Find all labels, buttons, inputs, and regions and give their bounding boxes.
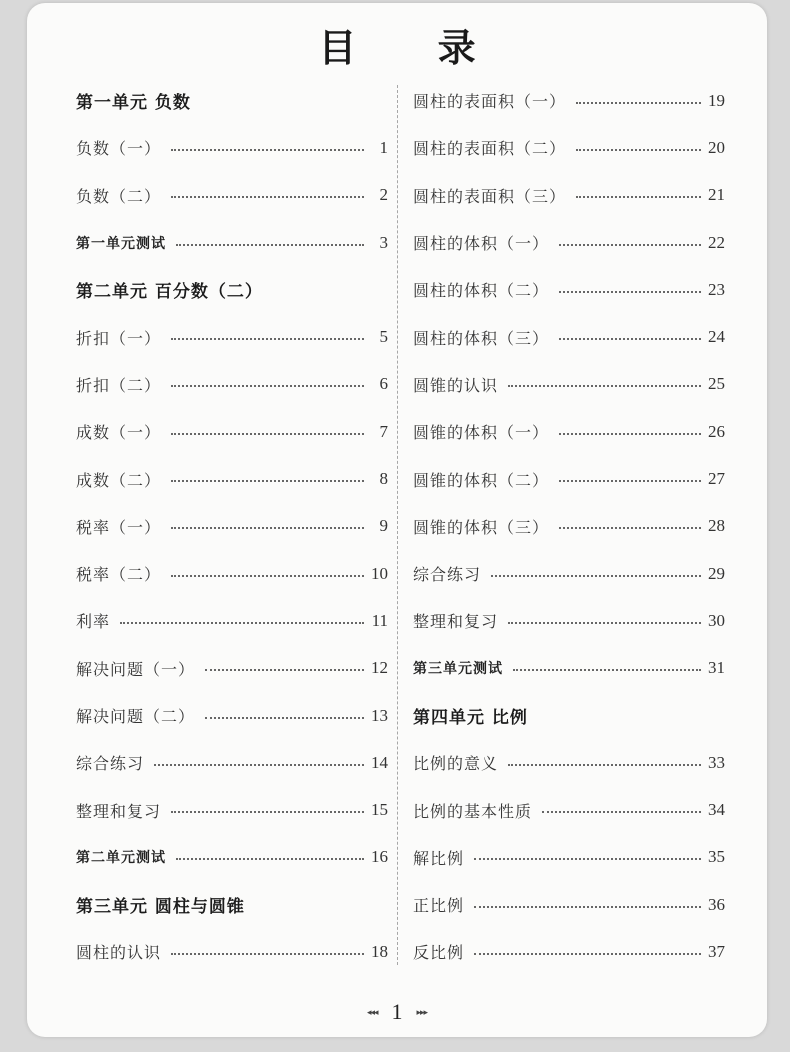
toc-left-column [76,77,388,976]
dot-leader [474,906,701,908]
toc-page-number: 23 [708,279,725,299]
dot-leader [171,811,364,813]
toc-page-number: 1 [379,137,388,157]
dot-leader [559,480,701,482]
dot-leader [559,244,701,246]
toc-page-number: 19 [708,90,725,110]
toc-entry[interactable] [413,408,725,455]
toc-entry[interactable] [413,77,725,124]
toc-entry[interactable] [76,172,388,219]
toc-entry[interactable] [413,361,725,408]
dot-leader [171,196,364,198]
toc-entry-label: 解决问题（二） [76,707,196,726]
toc-page-number: 14 [371,752,388,772]
toc-page-number: 11 [371,610,388,630]
dot-leader [508,385,701,387]
toc-entry-label: 反比例 [413,943,465,963]
toc-entry[interactable] [413,172,725,219]
toc-entry-label: 负数（二） [76,186,162,206]
toc-page-number: 31 [708,658,725,678]
toc-entry[interactable] [76,408,388,455]
toc-entry-label: 第一单元测试 [76,235,166,252]
dot-leader [542,811,701,813]
toc-entry[interactable] [413,124,725,171]
toc-page-number: 18 [371,941,388,961]
toc-page-number: 33 [708,752,725,772]
dot-leader [176,244,364,246]
toc-entry[interactable] [413,266,725,313]
dot-leader [171,149,364,151]
toc-entry-label: 圆锥的体积（三） [413,517,550,537]
toc-page-number: 26 [708,421,725,441]
page-title: 目 录 [318,26,510,70]
toc-entry-label: 综合练习 [76,754,145,774]
toc-entry-label: 正比例 [413,896,465,916]
toc-entry-label: 成数（二） [76,470,162,490]
toc-entry[interactable] [413,928,725,975]
dot-leader [559,338,701,340]
toc-entry-label: 圆柱的表面积（三） [413,186,567,206]
dot-leader [491,575,701,577]
toc-page-number: 24 [708,327,725,347]
toc-entry-label: 圆柱的体积（三） [413,328,550,348]
toc-entry-label: 圆锥的体积（二） [413,470,550,490]
toc-entry-label: 比例的基本性质 [413,801,533,821]
toc-entry[interactable] [76,645,388,692]
toc-page-number: 25 [708,374,725,394]
toc-right-column [413,77,725,976]
toc-entry[interactable] [76,786,388,833]
toc-entry-label: 圆锥的认识 [413,375,499,395]
toc-page-number: 22 [708,232,725,252]
toc-page-number: 15 [371,800,388,820]
toc-page-number: 21 [708,185,725,205]
toc-entry-label: 圆柱的表面积（一） [413,92,567,112]
toc-page-number: 5 [379,327,388,347]
toc-entry[interactable] [413,881,725,928]
toc-entry-label: 圆柱的表面积（二） [413,139,567,159]
dot-leader [508,764,701,766]
toc-entry-label: 圆柱的认识 [76,943,162,963]
next-arrows-icon: ▸▸▸ [416,1006,428,1017]
page-number: 1 [391,999,403,1024]
toc-page-number: 36 [708,894,725,914]
dot-leader [176,858,364,860]
dot-leader [576,196,701,198]
toc-page-number: 20 [708,137,725,157]
toc-entry-label: 综合练习 [413,565,482,585]
toc-entry[interactable] [76,739,388,786]
toc-entry[interactable] [413,455,725,502]
toc-entry[interactable] [76,834,388,881]
toc-page-number: 34 [708,800,725,820]
dot-leader [576,102,701,104]
toc-entry[interactable] [76,455,388,502]
toc-entry[interactable] [413,550,725,597]
toc-entry-label: 解比例 [413,848,465,868]
toc-entry-label: 第一单元 负数 [76,93,191,114]
toc-entry[interactable] [76,219,388,266]
toc-entry[interactable] [413,597,725,644]
dot-leader [576,149,701,151]
dot-leader [171,953,364,955]
toc-page-number: 35 [708,847,725,867]
toc-page-number: 8 [379,469,388,489]
toc-entry-label: 第四单元 比例 [413,708,528,728]
toc-entry-label: 圆锥的体积（一） [413,423,550,443]
toc-section-heading [76,266,388,313]
toc-entry-label: 利率 [76,612,111,632]
toc-entry-label: 第二单元 百分数（二） [76,282,263,303]
toc-entry-label: 第三单元 圆柱与圆锥 [76,897,245,918]
toc-section-heading [76,77,388,124]
toc-entry[interactable] [76,124,388,171]
toc-entry-label: 折扣（二） [76,375,162,395]
dot-leader [154,764,364,766]
toc-entry[interactable] [76,361,388,408]
toc-entry-label: 成数（一） [76,423,162,443]
prev-arrows-icon: ◂◂◂ [366,1006,378,1017]
dot-leader [205,717,364,719]
toc-entry[interactable] [76,597,388,644]
dot-leader [171,480,364,482]
toc-entry-label: 第二单元测试 [76,850,166,867]
toc-section-heading [413,692,725,739]
toc-entry-label: 负数（一） [76,139,162,159]
toc-entry-label: 税率（二） [76,565,162,585]
toc-entry-label: 比例的意义 [413,754,499,774]
page-footer [27,999,767,1025]
toc-page-number: 27 [708,469,725,489]
dot-leader [171,527,364,529]
dot-leader [120,622,364,624]
dot-leader [171,385,364,387]
toc-entry-label: 整理和复习 [413,612,499,632]
dot-leader [171,433,364,435]
toc-entry-label: 折扣（一） [76,328,162,348]
toc-page-number: 37 [708,941,725,961]
toc-entry[interactable] [76,313,388,360]
toc-page-number: 29 [708,563,725,583]
toc-page-number: 16 [371,847,388,867]
toc-page-number: 7 [379,421,388,441]
dot-leader [474,858,701,860]
dot-leader [513,669,701,671]
toc-page-number: 28 [708,516,725,536]
toc-page-number: 9 [379,516,388,536]
toc-page-number: 10 [371,563,388,583]
dot-leader [508,622,701,624]
toc-entry[interactable] [413,313,725,360]
toc-page-number: 2 [379,185,388,205]
toc-entry-label: 圆柱的体积（二） [413,281,550,301]
toc-entry[interactable] [413,503,725,550]
toc-entry[interactable] [76,503,388,550]
toc-page-number: 3 [379,232,388,252]
toc-entry-label: 整理和复习 [76,801,162,821]
toc-section-heading [76,881,388,928]
toc-entry[interactable] [76,692,388,739]
toc-entry[interactable] [413,645,725,692]
toc-entry[interactable] [413,739,725,786]
dot-leader [205,669,364,671]
dot-leader [474,953,701,955]
toc-page-number: 30 [708,610,725,630]
toc-page-number: 13 [371,705,388,725]
toc-entry-label: 税率（一） [76,517,162,537]
toc-entry[interactable] [413,786,725,833]
toc-entry[interactable] [76,928,388,975]
toc-entry-label: 解决问题（一） [76,659,196,679]
toc-entry[interactable] [76,550,388,597]
toc-entry[interactable] [413,219,725,266]
dot-leader [171,575,364,577]
toc-entry-label: 圆柱的体积（一） [413,234,550,254]
dot-leader [559,527,701,529]
dot-leader [559,291,701,293]
toc-page-number: 12 [371,658,388,678]
dot-leader [171,338,364,340]
column-divider [397,85,398,965]
toc-page [27,3,767,1037]
toc-entry[interactable] [413,834,725,881]
toc-page-number: 6 [379,374,388,394]
dot-leader [559,433,701,435]
toc-entry-label: 第三单元测试 [413,661,503,678]
